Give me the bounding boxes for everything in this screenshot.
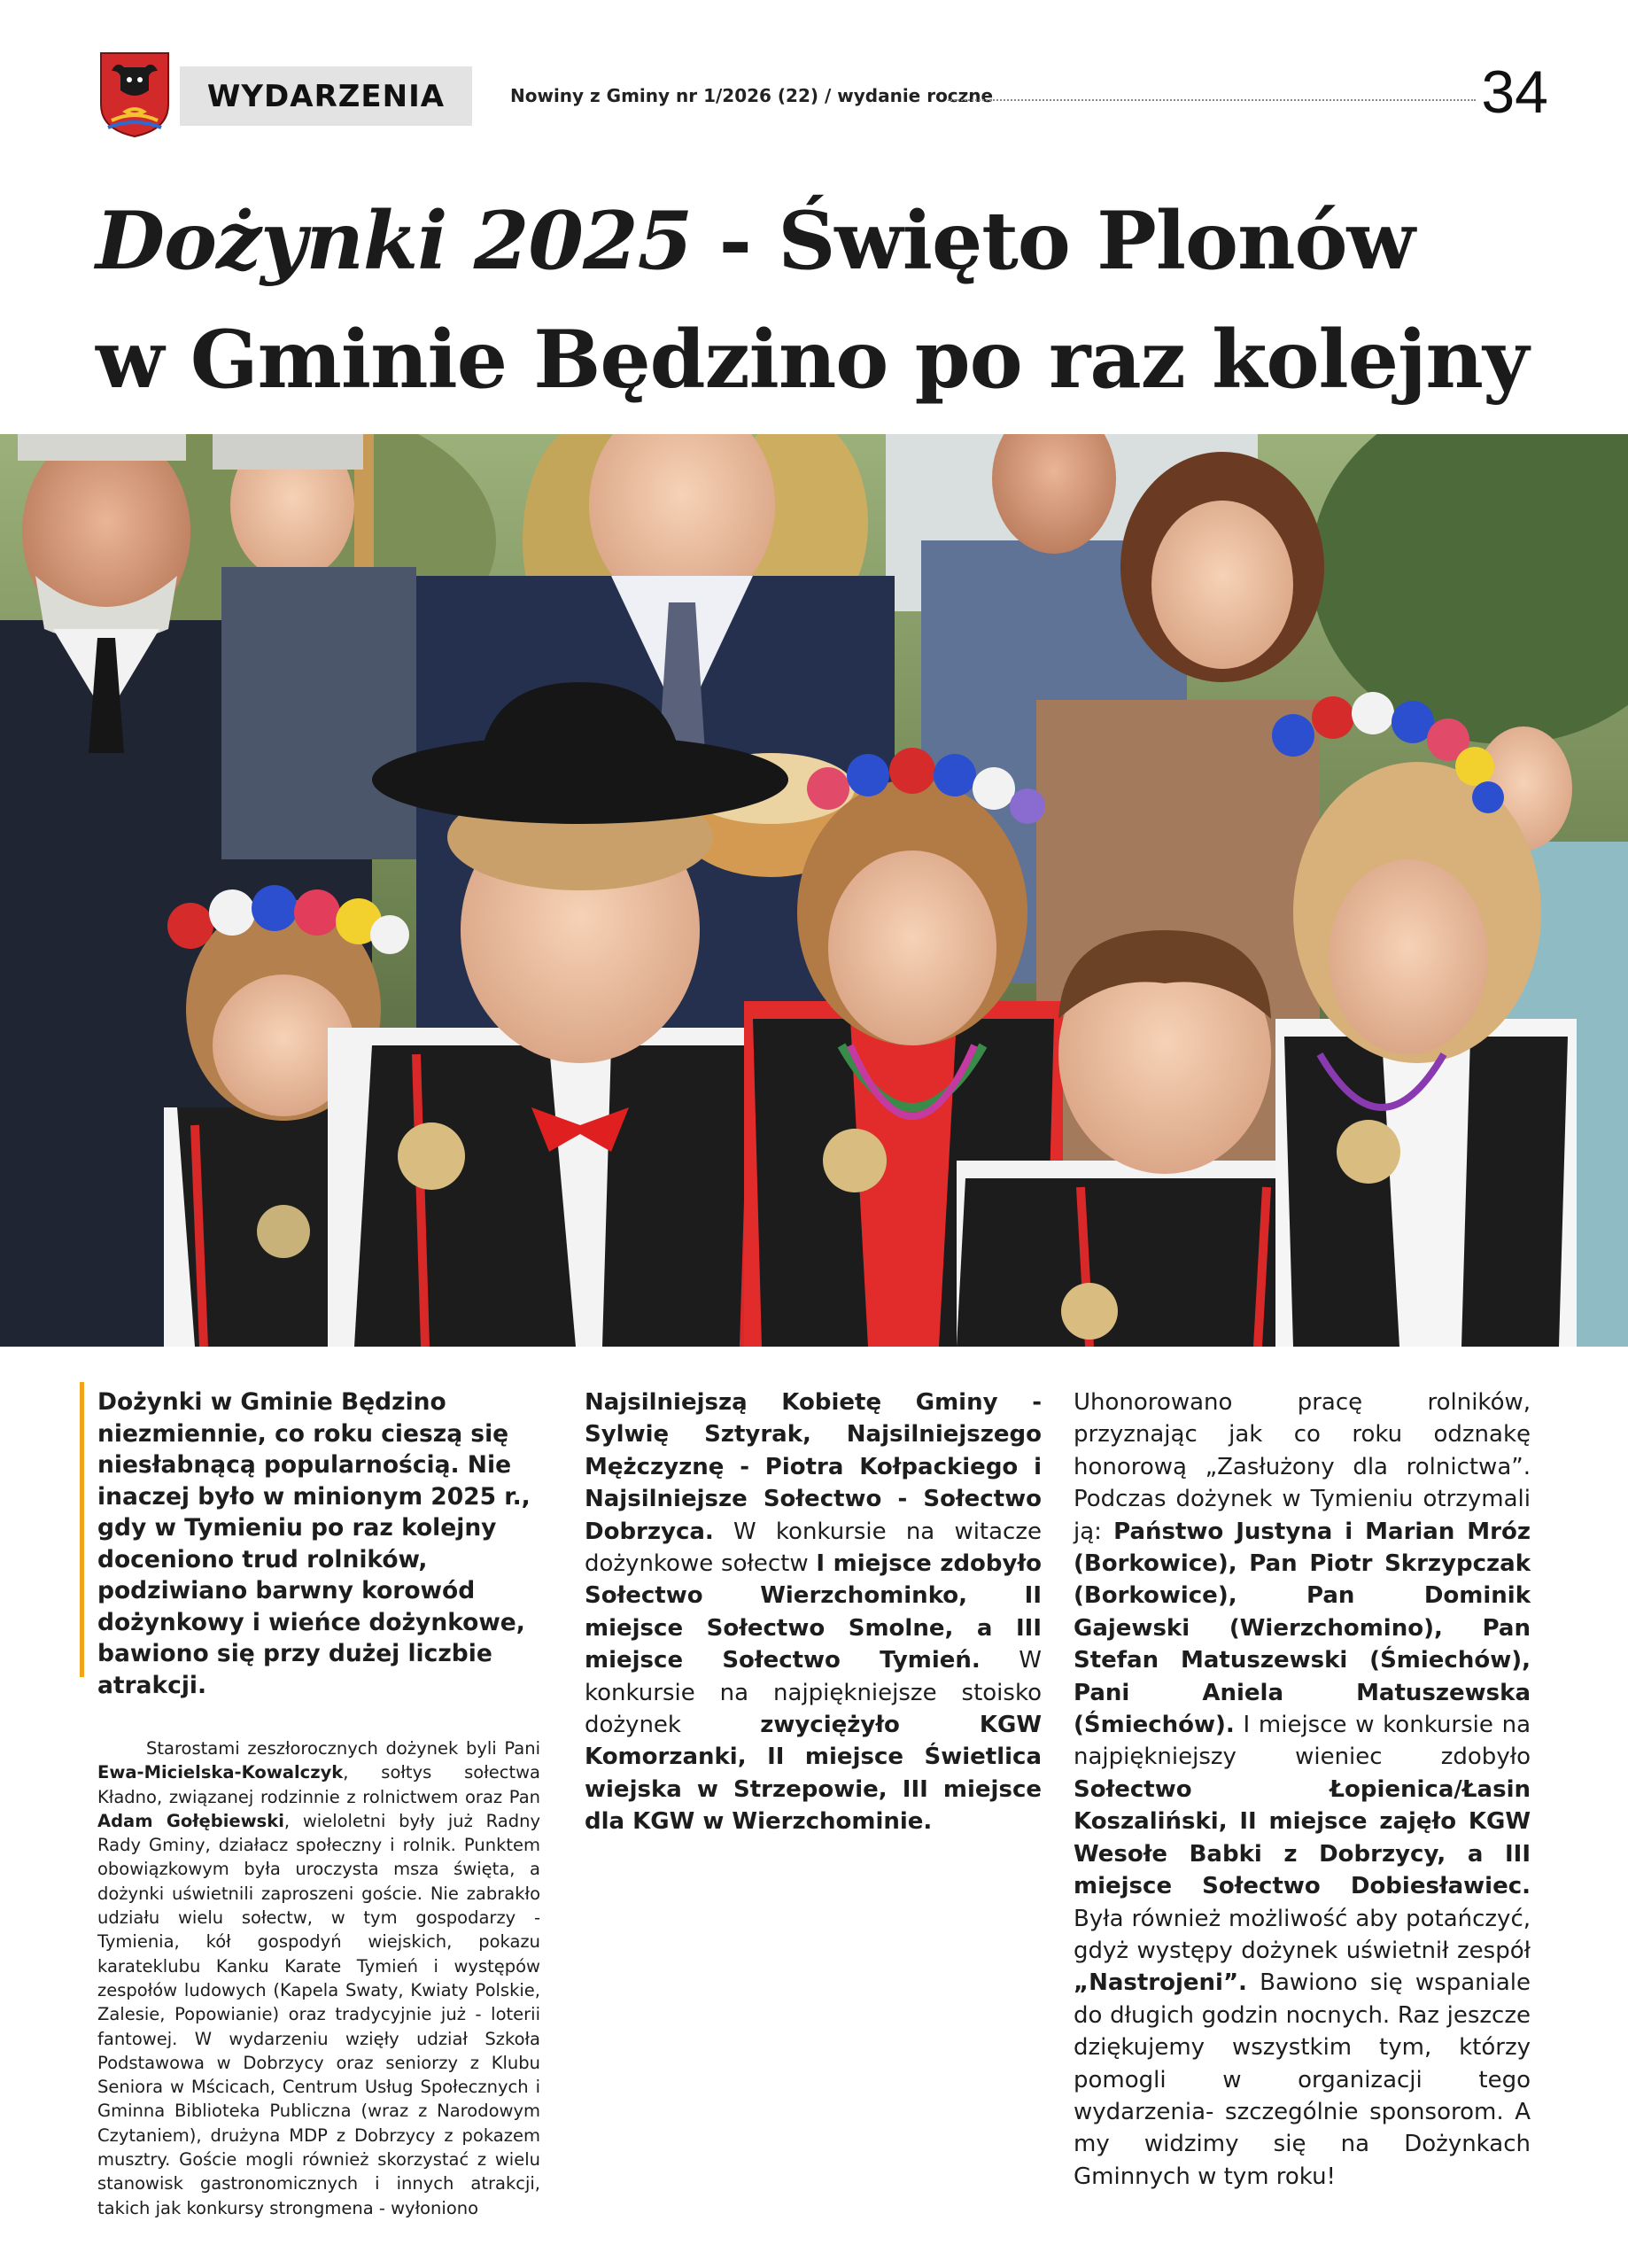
article-title bbox=[96, 182, 1557, 419]
text-column-1-body bbox=[97, 1736, 540, 2220]
body-segment: , wieloletni były już Radny Rady Gminy, działacz społeczny i rolnik. Punktem obowiązkowym była uroczysta msza święta, a dożynki uświetnili zaproszeni goście. Nie zabrakło udziału wielu sołectw, w tym gospodarzy - Tymienia, kół gospodyń wiejskich, pokazu karateklubu Kanku Karate Tymień i występów zespołów ludowych (Kapela Swaty, Kwiaty Polskie, Zalesie, Popowianie) oraz tradycyjnie już - loterii fantowej. W wydarzeniu wzięły udział Szkoła Podstawowa w Dobrzycy oraz seniorzy z Klubu Seniora w Mścicach, Centrum Usług Społecznych i Gminna Biblioteka Publiczna (wraz z Narodowym Czytaniem), drużyna MDP z Dobrzycy z pokazem musztry. Goście mogli również skorzystać z wielu stanowisk gastronomicznych i innych atrakcji, takich jak konkursy strongmena - wyłoniono bbox=[97, 1810, 541, 2218]
body-bold: Państwo Justyna i Marian Mróz (Borkowice), Pan Piotr Skrzypczak (Borkowice), Pan Dominik Gajewski (Wierzchomino), Pan Stefan Matuszewski (Śmiechów), Pani Aniela Matuszewska (Śmiechów). bbox=[1074, 1518, 1531, 1739]
body-segment: W konkursie na najpiękniejsze stoisko dożynek bbox=[585, 1647, 1042, 1739]
municipality-crest-icon bbox=[99, 51, 170, 138]
title-strong: Dożynki 2025 bbox=[96, 194, 693, 288]
text-column-1 bbox=[97, 1386, 540, 1701]
body-segment: Uhonorowano pracę rolników, przyznając jak co roku odznakę honorową „Zasłużony dla rolnictwa”. Podczas dożynek w Tymieniu otrzymali ją: bbox=[1074, 1389, 1531, 1545]
issue-info: Nowiny z Gminy nr 1/2026 (22) / wydanie roczne bbox=[510, 85, 994, 106]
body-segment: W konkursie na witacze dożynkowe sołectw bbox=[585, 1518, 1042, 1578]
body-bold: Sołectwo Łopienica/Łasin Koszaliński, II miejsce zajęło KGW Wesołe Babki z Dobrzycy, a III miejsce Sołectwo Dobiesławiec. bbox=[1074, 1775, 1531, 1900]
text-column-2 bbox=[585, 1386, 1042, 1838]
article-lead: Dożynki w Gminie Będzino niezmiennie, co roku cieszą się niesłabnącą popularnością. Nie inaczej było w minionym 2025 r., gdy w Tymieniu po raz kolejny doceniono trud rolników, podziwiano barwny korowód dożynkowy i wieńce dożynkowe, bawiono się przy dużej liczbie atrakcji. bbox=[97, 1388, 531, 1699]
section-label: WYDARZENIA bbox=[206, 78, 446, 114]
body-bold: Adam Gołębiewski bbox=[97, 1810, 284, 1831]
body-bold: Najsilniejszą Kobietę Gminy - Sylwię Sztyrak, Najsilniejszego Mężczyznę - Piotra Kołpackiego i Najsilniejsze Sołectwo - Sołectwo Dobrzyca. bbox=[585, 1389, 1042, 1545]
article-body-end bbox=[1074, 1386, 1531, 2193]
article-body bbox=[97, 1736, 540, 2220]
body-segment: Bawiono się wspaniale do długich godzin nocnych. Raz jeszcze dziękujemy wszystkim tym, którzy pomogli w organizacji tego wydarzenia- szczególnie sponsorom. A my widzimy się na Dożynkach Gminnych w tym roku! bbox=[1074, 1969, 1531, 2190]
body-segment: I miejsce w konkursie na najpiękniejszy wieniec zdobyło bbox=[1074, 1712, 1531, 1771]
dotted-leader bbox=[948, 99, 1476, 101]
article-body-cont bbox=[585, 1386, 1042, 1838]
section-tab bbox=[180, 66, 472, 126]
lead-accent-bar bbox=[80, 1382, 84, 1677]
text-column-3 bbox=[1074, 1386, 1531, 2193]
body-bold: zwyciężyło KGW Komorzanki, II miejsce Świetlica wiejska w Strzepowie, III miejsce dla KGW w Wierzchominie. bbox=[585, 1712, 1042, 1836]
page-number: 34 bbox=[1481, 58, 1548, 126]
body-bold: Ewa-Micielska-Kowalczyk bbox=[97, 1762, 344, 1783]
harvest-festival-photo bbox=[0, 434, 1628, 1347]
body-segment: Starostami zeszłorocznych dożynek byli Pani bbox=[146, 1738, 540, 1759]
title-rest: - Święto Plonów bbox=[692, 194, 1415, 288]
body-bold: I miejsce zdobyło Sołectwo Wierzchominko, II miejsce Sołectwo Smolne, a III miejsce Sołectwo Tymień. bbox=[585, 1550, 1042, 1674]
title-line2: w Gminie Będzino po raz kolejny bbox=[96, 313, 1529, 407]
body-segment: , sołtys sołectwa Kładno, związanej rodzinnie z rolnictwem oraz Pan bbox=[97, 1762, 540, 1807]
body-segment: Była również możliwość aby potańczyć, gdyż występy dożynek uświetnił zespół bbox=[1074, 1905, 1531, 1964]
body-bold: „Nastrojeni”. bbox=[1074, 1969, 1247, 1997]
